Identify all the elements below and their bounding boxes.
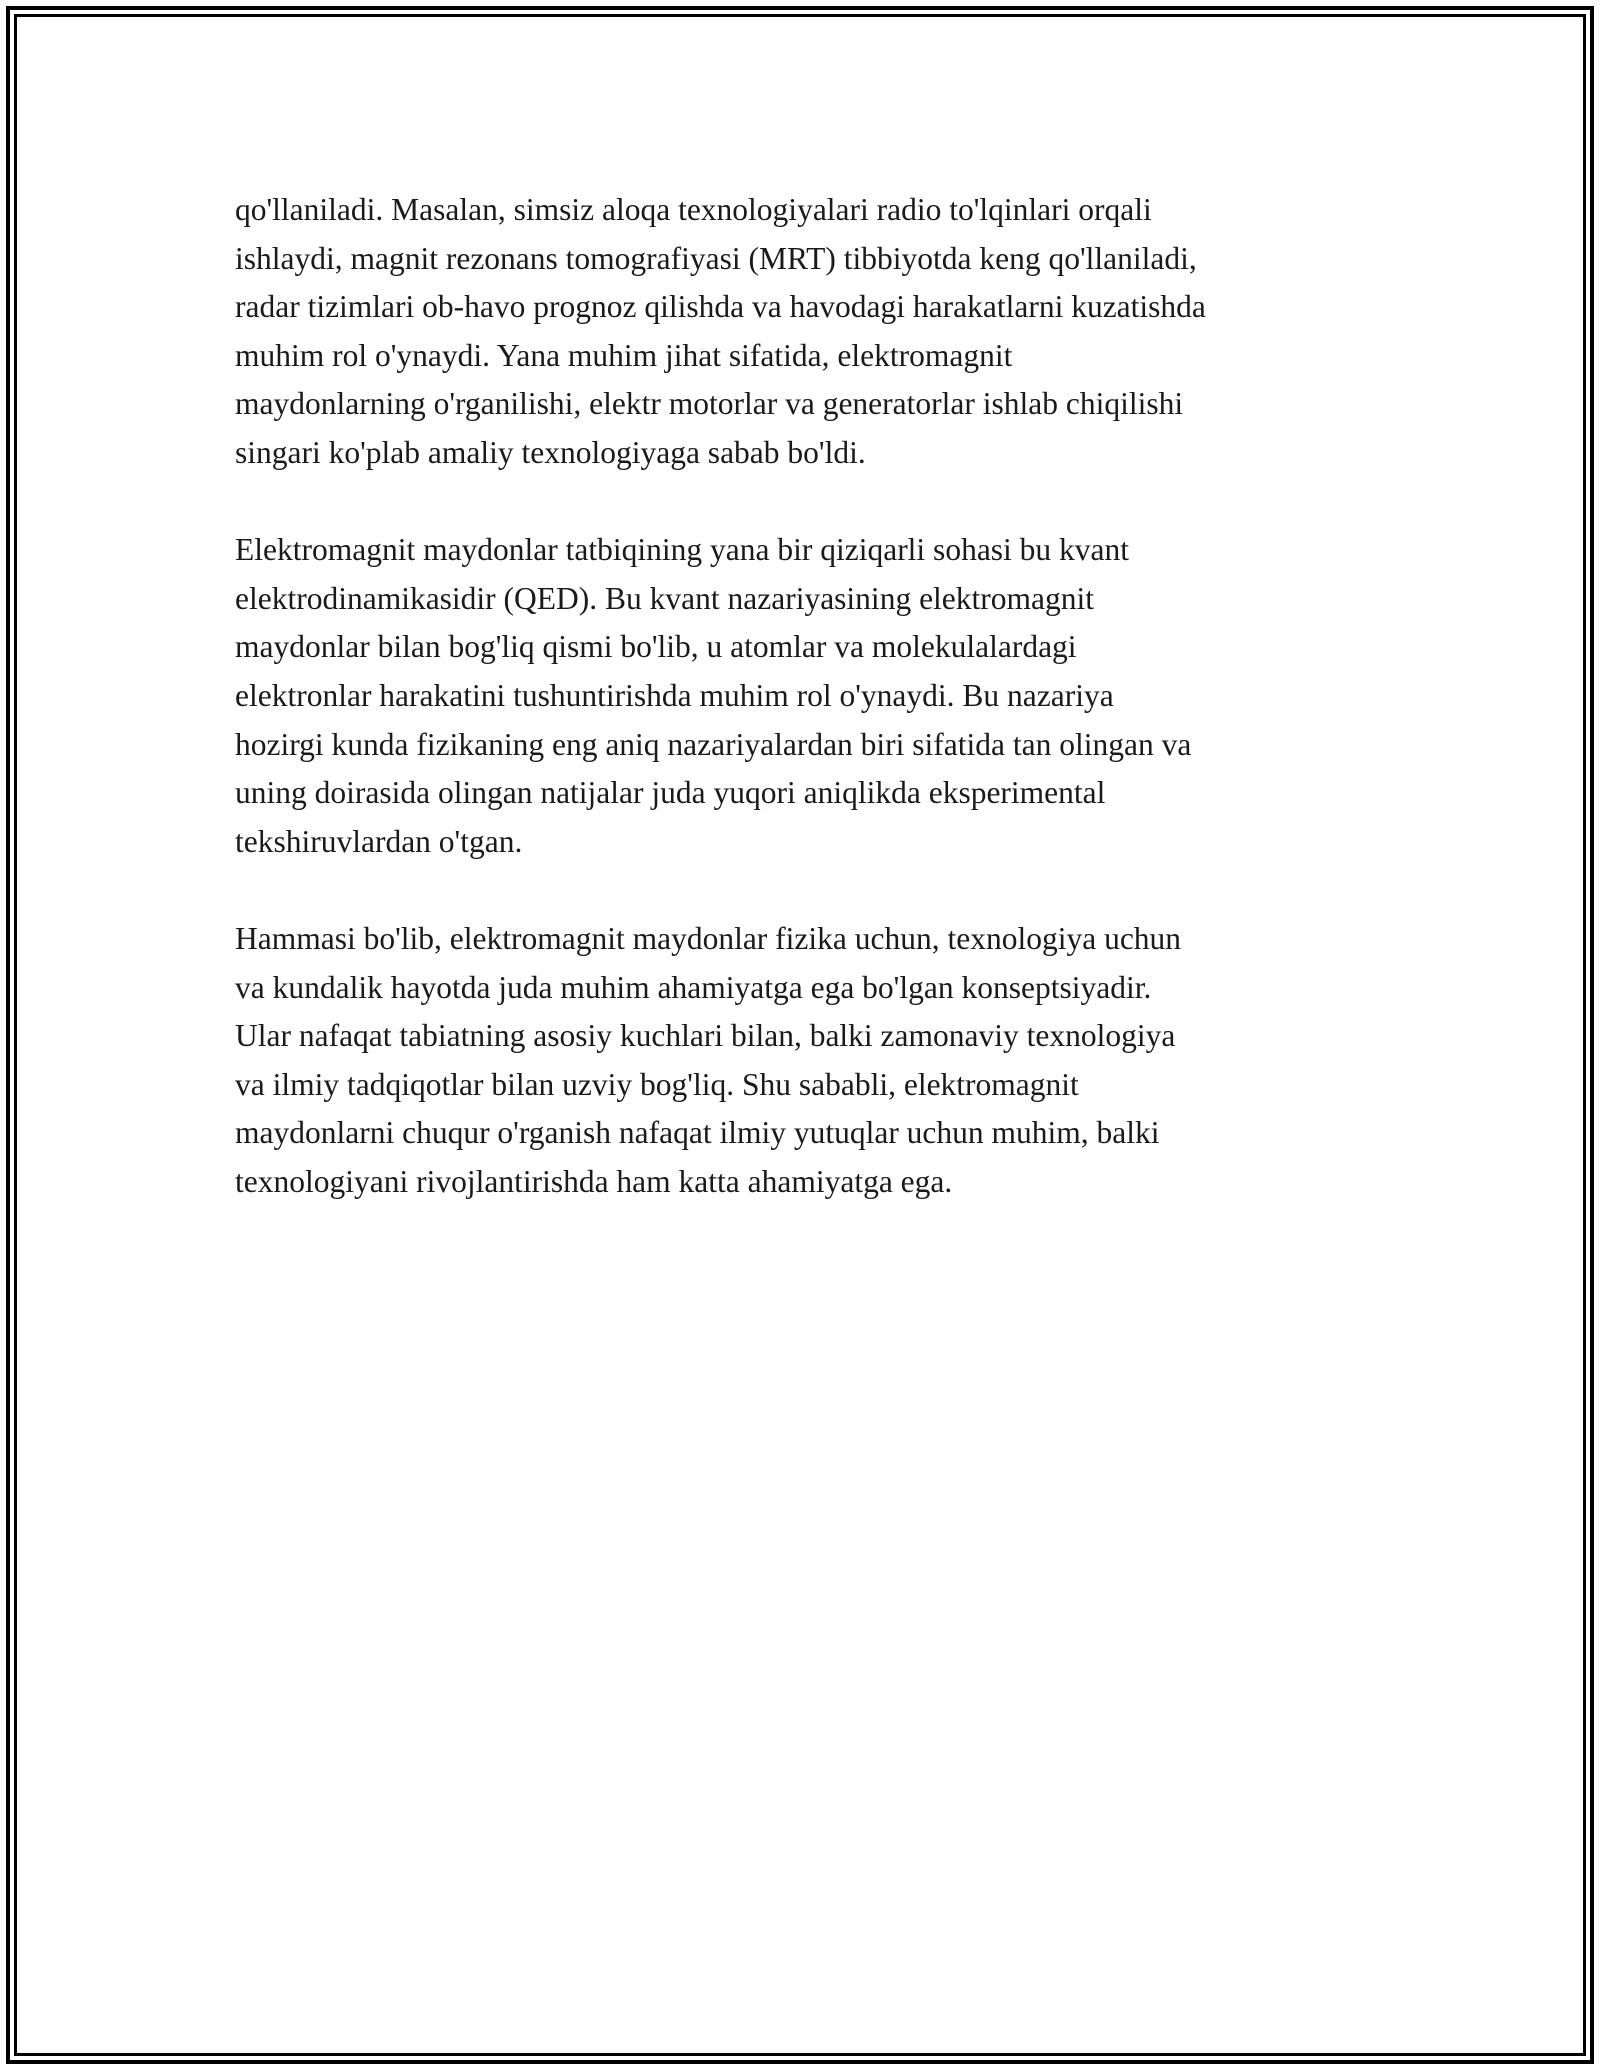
- paragraph-applications: qo'llaniladi. Masalan, simsiz aloqa texnologiyalari radio to'lqinlari orqali ishlaydi, magnit rezonans tomografiyasi (MRT) tibbiyotda keng qo'llaniladi, radar tizimlari ob-havo prognoz qilishda va havodagi harakatlarni kuzatishda muhim rol o'ynaydi. Yana muhim jihat sifatida, elektromagnit maydonlarning o'rganilishi, elektr motorlar va generatorlar ishlab chiqilishi singari ko'plab amaliy texnologiyaga sabab bo'ldi.: [235, 192, 1206, 470]
- document-body: [235, 186, 1385, 1255]
- paragraph-conclusion: Hammasi bo'lib, elektromagnit maydonlar fizika uchun, texnologiya uchun va kundalik hayotda juda muhim ahamiyatga ega bo'lgan konseptsiyadir. Ular nafaqat tabiatning asosiy kuchlari bilan, balki zamonaviy texnologiya va ilmiy tadqiqotlar bilan uzviy bog'liq. Shu sababli, elektromagnit maydonlarni chuqur o'rganish nafaqat ilmiy yutuqlar uchun muhim, balki texnologiyani rivojlantirishda ham katta ahamiyatga ega.: [235, 920, 1182, 1199]
- paragraph-qed: Elektromagnit maydonlar tatbiqining yana bir qiziqarli sohasi bu kvant elektrodinamikasidir (QED). Bu kvant nazariyasining elektromagnit maydonlar bilan bog'liq qismi bo'lib, u atomlar va molekulalardagi elektronlar harakatini tushuntirishda muhim rol o'ynaydi. Bu nazariya hozirgi kunda fizikaning eng aniq nazariyalardan biri sifatida tan olingan va uning doirasida olingan natijalar juda yuqori aniqlikda eksperimental tekshiruvlardan o'tgan.: [235, 532, 1192, 859]
